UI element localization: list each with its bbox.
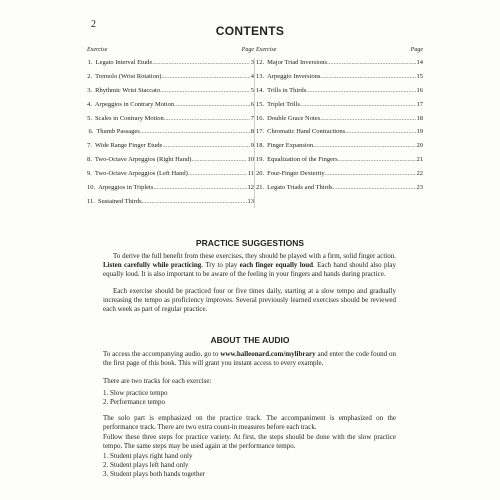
toc-entry-title: Two-Octave Arpeggios (Right Hand): [94, 156, 192, 164]
toc-entry-number: 20.: [256, 170, 265, 178]
page-header: Page: [410, 47, 423, 53]
toc-leader-dots: [191, 156, 246, 163]
toc-entry-title: Triplet Trills: [267, 100, 300, 108]
toc-entry-title: Finger Expansion: [267, 142, 314, 150]
toc-row: [87, 128, 254, 142]
toc-row: [87, 184, 254, 198]
toc-entry-title: Thumb Passages: [96, 128, 140, 136]
toc-entry-title: Arpeggios in Triplets: [98, 184, 154, 192]
practice-paragraph-2: Each exercise should be practiced four or five times daily, starting at a slow tempo and gradually increasing the tempo as proficiency improves. Several previously learned exercises should be reviewed each week as part of regular practice.: [103, 287, 396, 313]
exercise-header: Exercise: [256, 47, 277, 53]
toc-leader-dots: [320, 73, 415, 80]
toc-entry-page: 15: [416, 72, 423, 80]
toc-leader-dots: [160, 87, 250, 94]
toc-leader-dots: [325, 170, 416, 177]
toc-entry-number: 18.: [256, 142, 265, 150]
toc-entry-title: Major Triad Inversions: [267, 59, 328, 66]
toc-leader-dots: [333, 184, 416, 191]
audio-paragraph-3: The solo part is emphasized on the practice track. The accompaniment is emphasized on the performance track. There are two extra count-in measures before each track.: [103, 414, 396, 431]
step-item-3: 3. Student plays both hands together: [103, 470, 205, 478]
toc-leader-dots: [306, 87, 415, 94]
toc-left-column: [87, 47, 254, 212]
toc-entry-number: 11.: [87, 197, 95, 205]
toc-entry-page: 5: [250, 86, 254, 94]
toc-row: [87, 170, 254, 184]
toc-entry-title: Wide Range Finger Etude: [95, 142, 163, 150]
toc-leader-dots: [188, 170, 247, 177]
track-item-1: 1. Slow practice tempo: [103, 389, 168, 397]
toc-row: [256, 142, 423, 156]
toc-leader-dots: [164, 115, 250, 122]
toc-entry-number: 19.: [256, 156, 265, 164]
toc-entry-title: Legato Triads and Thirds: [267, 184, 333, 192]
toc-entry-number: 4.: [87, 100, 92, 108]
toc-row: [256, 87, 423, 101]
toc-entry-number: 5.: [87, 114, 92, 122]
toc-entry-number: 10.: [87, 184, 96, 192]
step-item-2: 2. Student plays left hand only: [103, 461, 189, 469]
toc-entry-page: 6: [250, 100, 254, 108]
toc-entry-number: 2.: [87, 72, 93, 80]
toc-leader-dots: [161, 73, 249, 80]
toc-row: [256, 59, 423, 73]
toc-entry-title: Arpeggios in Contrary Motion: [94, 100, 175, 108]
toc-entry-page: 12: [247, 184, 254, 192]
practice-paragraph-1: To derive the full benefit from these exercises, they should be played with a firm, solid finger action. Listen carefully while practicing. Try to play each finger equally loud. Each hand should also play equally loud. It is also important to be aware of the feeling in your fingers and hands during practice.: [103, 252, 397, 278]
toc-entry-number: 21.: [256, 184, 265, 192]
toc-leader-dots: [140, 128, 250, 135]
toc-entry-page: 23: [416, 184, 423, 192]
toc-leader-dots: [300, 101, 416, 108]
toc-row: [87, 198, 254, 212]
about-audio-title: ABOUT THE AUDIO: [210, 335, 290, 345]
toc-leader-dots: [338, 156, 416, 163]
toc-row: [87, 101, 254, 115]
toc-entry-title: Arpeggio Inversions: [267, 72, 321, 80]
toc-entry-title: Rhythmic Wrist Staccato: [95, 86, 161, 94]
toc-leader-dots: [313, 142, 415, 149]
toc-row: [256, 73, 423, 87]
toc-entry-page: 16: [416, 86, 423, 94]
toc-leader-dots: [345, 128, 415, 135]
toc-entry-number: 3.: [87, 86, 93, 94]
toc-entry-page: 21: [416, 156, 423, 164]
toc-leader-dots: [162, 142, 249, 149]
toc-entry-number: 12.: [256, 59, 265, 66]
toc-entry-page: 9: [250, 142, 254, 150]
toc-entry-number: 16.: [256, 114, 265, 122]
toc-entry-title: Two-Octave Arpeggios (Left Hand): [94, 170, 188, 178]
toc-leader-dots: [174, 101, 250, 108]
toc-row: [87, 156, 254, 170]
toc-entry-page: 14: [416, 59, 423, 66]
toc-row: [87, 142, 254, 156]
toc-entry-page: 11: [247, 170, 254, 178]
library-url-link[interactable]: www.halleonard.com/mylibrary: [220, 350, 316, 358]
toc-entry-page: 18: [416, 114, 423, 122]
practice-suggestions-title: PRACTICE SUGGESTIONS: [195, 238, 305, 248]
toc-entry-number: 7.: [87, 142, 93, 150]
toc-entry-title: Four-Finger Dexterity: [267, 170, 325, 178]
toc-entry-page: 13: [247, 197, 254, 205]
page-header: Page: [241, 47, 254, 53]
toc-entry-number: 14.: [256, 86, 265, 94]
contents-title: CONTENTS: [215, 24, 285, 38]
toc-entry-title: Chromatic Hand Contractions: [267, 128, 346, 136]
exercise-header: Exercise: [87, 47, 108, 53]
toc-row: [256, 115, 423, 129]
toc-entry-page: 8: [250, 128, 254, 136]
toc-header: [87, 47, 254, 53]
toc-leader-dots: [320, 115, 415, 122]
toc-entry-page: 7: [250, 114, 254, 122]
toc-row: [256, 170, 423, 184]
toc-row: [256, 156, 423, 170]
toc-leader-dots: [142, 198, 247, 205]
toc-row: [87, 87, 254, 101]
track-item-2: 2. Performance tempo: [103, 398, 166, 406]
toc-row: [87, 73, 254, 87]
toc-entry-title: Sustained Thirds: [97, 197, 142, 205]
toc-entry-number: 17.: [256, 128, 265, 136]
toc-entry-title: Double Grace Notes: [267, 114, 321, 122]
toc-entry-number: 6.: [88, 128, 94, 136]
audio-paragraph-4: Follow these three steps for practice variety. At first, the steps should be done with the slow practice tempo. The same steps may be used again at the performance tempo.: [103, 433, 396, 450]
toc-row: [256, 101, 423, 115]
toc-leader-dots: [152, 59, 249, 66]
toc-entry-page: 10: [247, 156, 254, 164]
toc-entry-title: Equalization of the Fingers: [267, 156, 338, 164]
toc-entry-number: 13.: [256, 72, 265, 80]
toc-leader-dots: [327, 59, 415, 66]
toc-leader-dots: [153, 184, 246, 191]
audio-paragraph-2: There are two tracks for each exercise:: [103, 377, 212, 385]
toc-entry-page: 3: [250, 59, 254, 66]
toc-right-column: [256, 47, 423, 198]
toc-entry-title: Legato Interval Etude: [95, 59, 153, 66]
toc-row: [87, 59, 254, 73]
page-number: 2: [91, 19, 96, 30]
toc-entry-page: 17: [416, 100, 423, 108]
toc-entry-title: Tremolo (Wrist Rotation): [95, 72, 162, 80]
toc-divider: [254, 58, 255, 208]
toc-entry-number: 8.: [87, 156, 92, 164]
toc-entry-page: 4: [250, 72, 254, 80]
toc-entry-number: 1.: [87, 59, 93, 66]
toc-entry-page: 20: [416, 142, 423, 150]
toc-header: [256, 47, 423, 53]
audio-paragraph-1: To access the accompanying audio, go to www.halleonard.com/mylibrary and enter the code found on the first page of this book. This will grant you instant access to every example.: [103, 350, 396, 367]
toc-entry-title: Trills in Thirds: [267, 86, 307, 94]
toc-entry-page: 22: [416, 170, 423, 178]
toc-row: [256, 128, 423, 142]
toc-row: [256, 184, 423, 198]
step-item-1: 1. Student plays right hand only: [103, 452, 193, 460]
toc-entry-number: 9.: [87, 170, 92, 178]
toc-entry-page: 19: [416, 128, 423, 136]
toc-entry-number: 15.: [256, 100, 265, 108]
toc-row: [87, 115, 254, 129]
toc-entry-title: Scales in Contrary Motion: [94, 114, 164, 122]
